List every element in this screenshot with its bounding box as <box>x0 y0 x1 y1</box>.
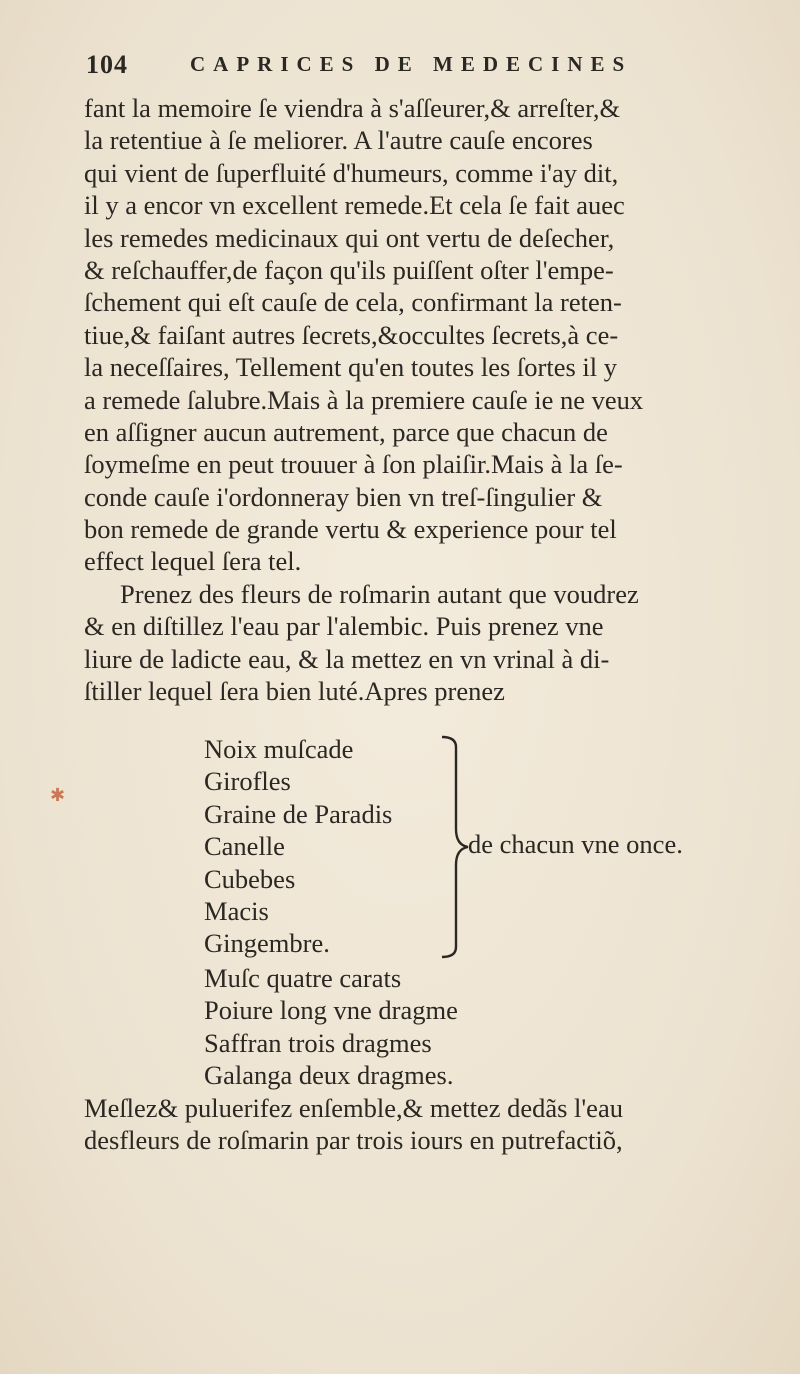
ingredient-item: Canelle <box>204 831 285 862</box>
text-line: ſchement qui eſt cauſe de cela, confirmant la reten- <box>84 287 622 318</box>
text-line: les remedes medicinaux qui ont vertu de deſecher, <box>84 222 615 253</box>
text-line: Prenez des fleurs de roſmarin autant que voudrez <box>120 578 639 609</box>
closing-paragraph <box>84 1092 784 1157</box>
page-number: 104 <box>86 50 128 79</box>
running-title: CAPRICES DE MEDECINES <box>190 52 633 76</box>
ingredient-item: Macis <box>204 895 269 926</box>
text-line: Meſlez& puluerifez enſemble,& mettez dedãs l'eau <box>84 1093 623 1123</box>
text-line: tiue,& faiſant autres ſecrets,&occultes ſecrets,à ce- <box>84 319 619 350</box>
running-head <box>86 50 726 86</box>
ingredient-item: Saffran trois dragmes <box>204 1027 432 1058</box>
text-line: en aſſigner aucun autrement, parce que chacun de <box>84 416 608 447</box>
ingredient-item: Galanga deux dragmes. <box>204 1060 454 1091</box>
paragraph-1 <box>84 92 784 707</box>
text-line: la retentiue à ſe meliorer. A l'autre cauſe encores <box>84 125 593 156</box>
text-line: a remede ſalubre.Mais à la premiere cauſe ie ne veux <box>84 384 644 415</box>
ingredient-item: Noix muſcade <box>204 734 354 764</box>
ingredient-list <box>84 962 784 1092</box>
ink-blot-icon: ✱ <box>50 785 66 806</box>
text-line: la neceſſaires, Tellement qu'en toutes les ſortes il y <box>84 352 618 383</box>
text-line: & en diſtillez l'eau par l'alembic. Puis prenez vne <box>84 611 604 642</box>
text-line: liure de ladicte eau, & la mettez en vn vrinal à di- <box>84 643 610 674</box>
ingredient-item: Muſc quatre carats <box>204 963 402 993</box>
text-line: & reſchauffer,de façon qu'ils puiſſent oſter l'empe- <box>84 254 614 285</box>
text-line: desfleurs de roſmarin par trois iours en putrefactiõ, <box>84 1125 623 1156</box>
text-line: fant la memoire ſe viendra à s'aſſeurer,& arreſter,& <box>84 93 621 123</box>
ingredient-item: Cubebes <box>204 863 296 894</box>
text-line: ſoymeſme en peut trouuer à ſon plaiſir.Mais à la ſe- <box>84 449 623 480</box>
text-line: ſtiller lequel ſera bien luté.Apres prenez <box>84 676 505 707</box>
braced-ingredient-list <box>84 733 784 960</box>
text-line: qui vient de ſuperfluité d'humeurs, comme i'ay dit, <box>84 157 619 188</box>
ingredient-item: Graine de Paradis <box>204 798 393 829</box>
text-line: bon remede de grande vertu & experience pour tel <box>84 514 617 545</box>
ingredient-item: Girofles <box>204 766 291 797</box>
ingredient-item: Poiure long vne dragme <box>204 995 458 1026</box>
text-line: il y a encor vn excellent remede.Et cela ſe fait auec <box>84 190 625 221</box>
text-line: effect lequel ſera tel. <box>84 546 302 577</box>
brace-quantity-label: de chacun vne once. <box>468 829 683 859</box>
text-line: conde cauſe i'ordonneray bien vn treſ-ſingulier & <box>84 481 603 512</box>
ingredient-item: Gingembre. <box>204 928 330 959</box>
